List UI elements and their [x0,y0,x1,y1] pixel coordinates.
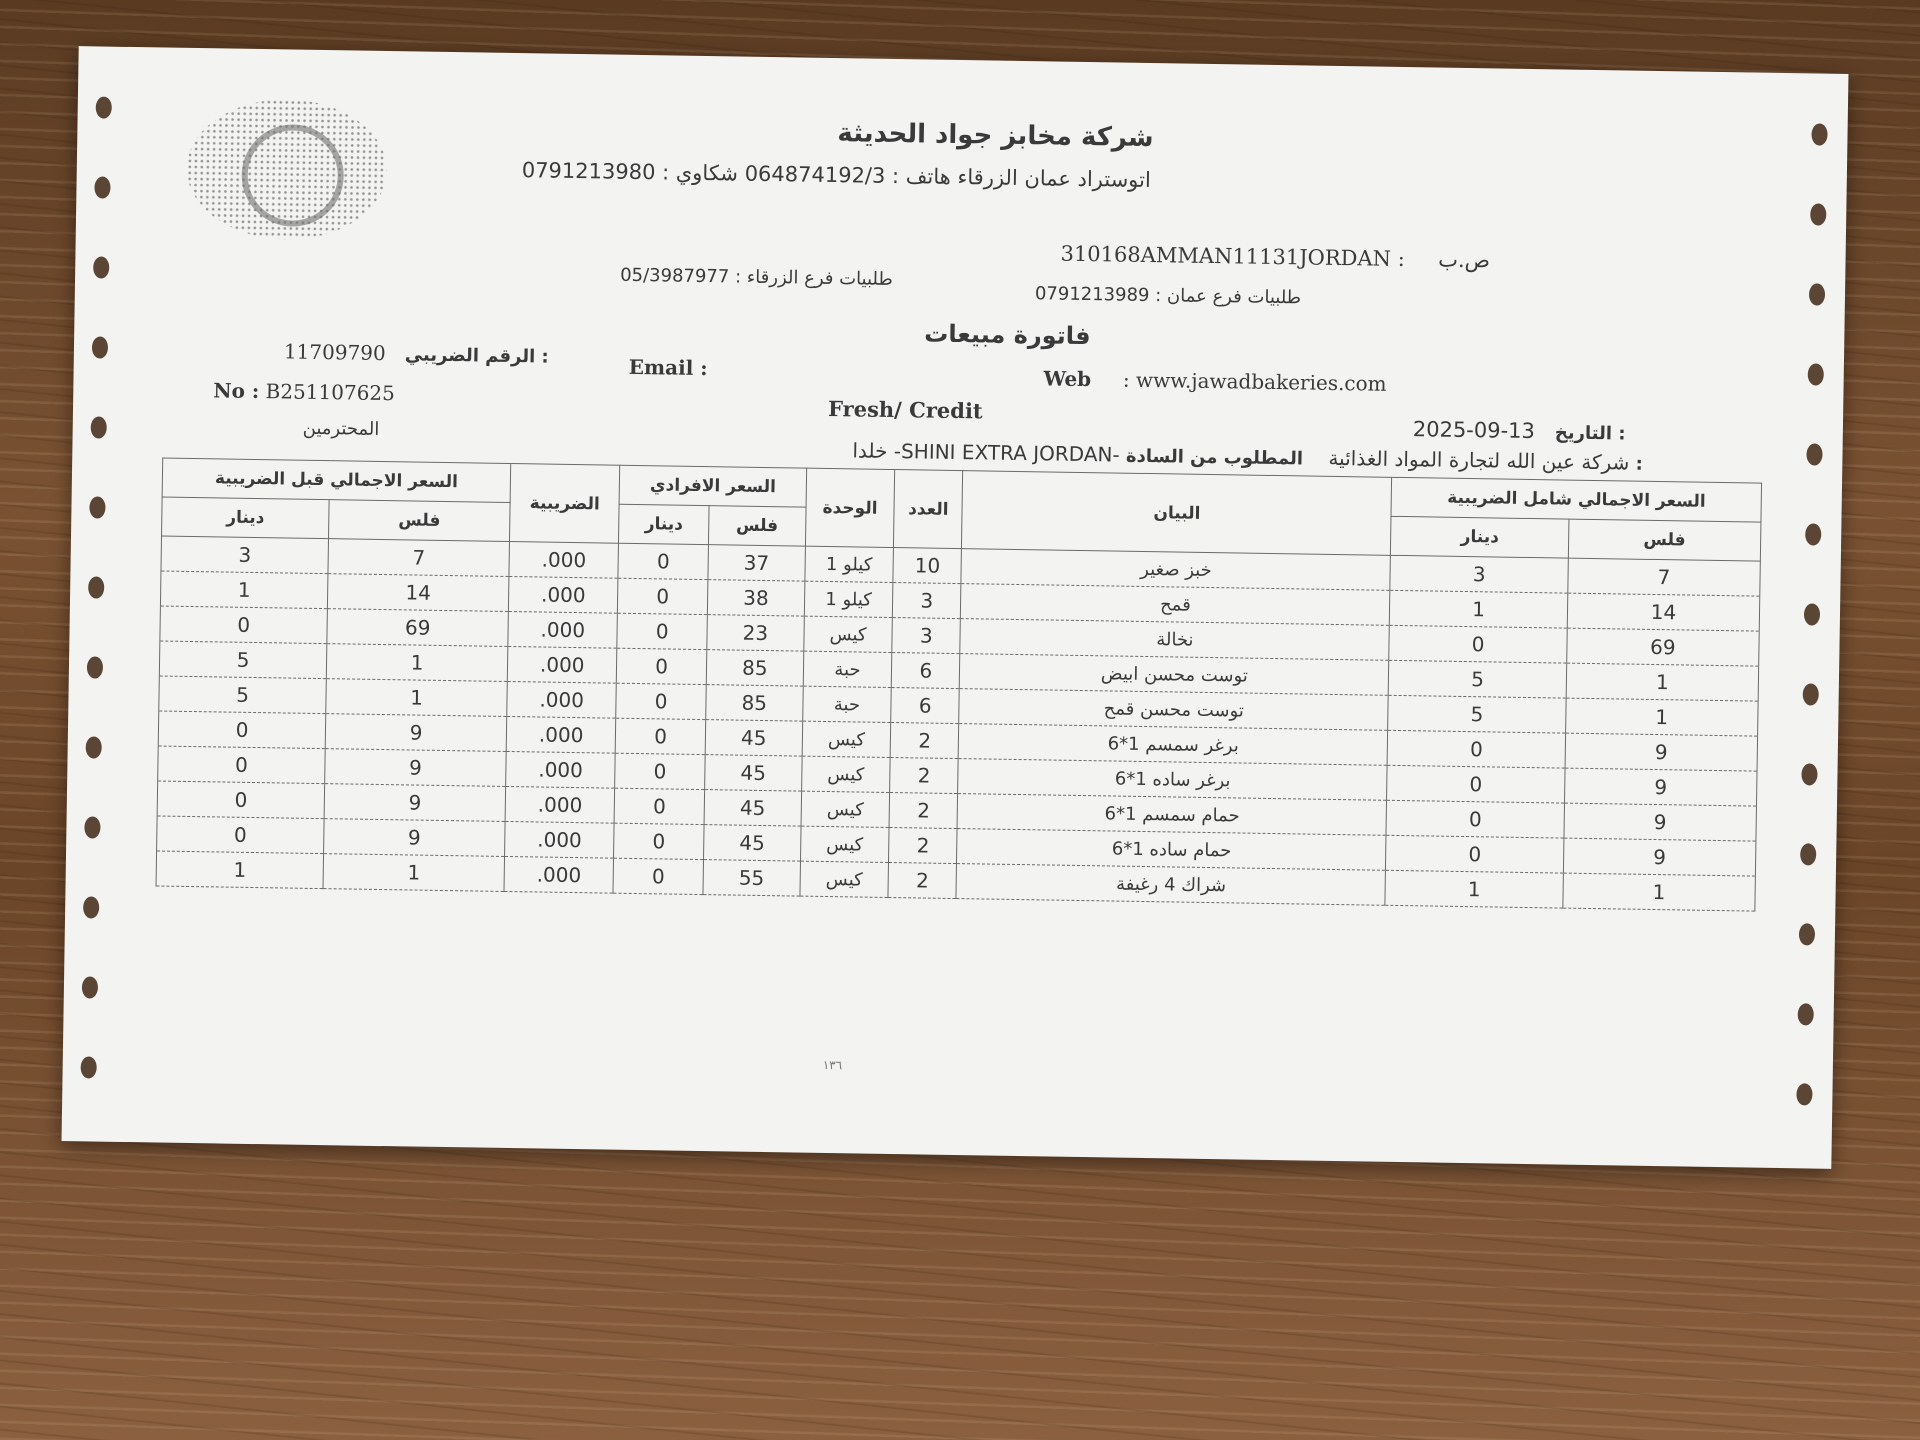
cell-tb-fils: 7 [328,539,509,577]
feed-hole [96,96,112,118]
feed-hole [93,256,109,278]
invoice-table [156,458,1763,912]
cell-tt-dinar: 5 [1388,695,1566,733]
feed-hole [1796,1083,1812,1105]
feed-hole [88,576,104,598]
cell-tb-dinar: 5 [159,641,327,679]
cell-tt-fils: 9 [1565,733,1758,771]
cell-up-dinar: 0 [618,543,708,579]
col-total-before-tax: السعر الاجمالي قبل الضريبية [162,458,511,502]
feed-hole [86,736,102,758]
cell-tt-fils: 1 [1563,873,1756,911]
cell-tax: .000 [507,646,617,683]
cell-tb-fils: 9 [324,819,505,857]
cell-tb-fils: 1 [323,854,504,892]
cell-tb-dinar: 0 [160,606,328,644]
cell-tb-fils: 14 [328,574,509,612]
cell-tt-dinar: 1 [1390,590,1568,628]
cell-tb-fils: 1 [326,644,507,682]
cell-up-fils: 85 [706,650,803,687]
cell-desc: برغر سمسم 1*6 [959,724,1388,766]
col-total-with-tax: السعر الاجمالي شامل الضريبية [1391,477,1761,522]
cell-qty: 2 [890,723,959,759]
cell-tax: .000 [504,856,614,893]
cell-tb-dinar: 1 [156,851,324,889]
cell-qty: 2 [888,862,957,898]
cell-tb-dinar: 5 [159,676,327,714]
invoice-number-label: No : [213,378,260,404]
cell-desc: حمام ساده 1*6 [957,829,1386,871]
cell-up-fils: 45 [703,825,800,862]
cell-tb-dinar: 0 [158,746,326,784]
cell-qty: 2 [890,758,959,794]
cell-up-dinar: 0 [617,613,707,649]
cell-tt-dinar: 3 [1390,555,1568,593]
sub-fils: فلس [1568,519,1761,561]
feed-hole [83,896,99,918]
cell-tt-dinar: 0 [1386,835,1564,873]
feed-hole [1804,603,1820,625]
feed-hole [84,816,100,838]
tax-number [284,339,549,367]
cell-tt-dinar: 1 [1385,870,1563,908]
feed-hole [1805,523,1821,545]
cell-tt-fils: 9 [1564,768,1757,806]
cell-up-fils: 37 [708,545,805,582]
cell-tb-fils: 9 [325,749,506,787]
invoice-date [1413,417,1626,444]
sub-fils: فلس [329,500,511,542]
cell-qty: 3 [893,583,962,619]
cell-tt-fils: 1 [1565,698,1758,736]
sub-dinar: دينار [1391,516,1569,558]
cell-tb-fils: 9 [325,714,506,752]
web-label: Web [1043,366,1092,392]
feed-hole [1801,763,1817,785]
col-tax: الضريبية [510,464,621,544]
customer-value: خلدا -SHINI EXTRA JORDAN- شركة عين الله لتجارة المواد الغذائية [852,438,1630,475]
cell-tb-dinar: 3 [161,536,329,574]
feed-hole [1798,1003,1814,1025]
cell-tt-dinar: 5 [1389,660,1567,698]
cell-tax: .000 [505,786,615,823]
cell-tt-dinar: 0 [1389,625,1567,663]
amman-branch-orders: طلبيات فرع عمان : 0791213989 [1034,283,1302,309]
cell-tt-dinar: 0 [1386,800,1564,838]
sub-dinar: دينار [162,497,330,539]
cell-desc: نخالة [960,619,1389,661]
feed-hole [87,656,103,678]
feed-hole [1800,843,1816,865]
cell-tb-fils: 1 [326,679,507,717]
feed-hole [1811,123,1827,145]
tax-number-label: الرقم الضريبي : [404,344,549,368]
cell-unit: حبة [803,651,892,687]
cell-up-fils: 45 [704,755,801,792]
feed-hole [1806,443,1822,465]
cell-up-fils: 23 [707,615,804,652]
web-value: : www.jawadbakeries.com [1122,367,1387,396]
cell-tt-fils: 9 [1563,838,1756,876]
tractor-holes-left [74,66,121,1121]
feed-hole [1810,203,1826,225]
cell-tax: .000 [505,821,615,858]
tractor-holes-right [1790,93,1837,1148]
cell-tax: .000 [508,576,618,613]
zarqa-branch-orders: طلبيات فرع الزرقاء : 05/3987977 [620,264,893,290]
cell-qty: 3 [892,618,961,654]
company-name: شركة مخابز جواد الحديثة [837,118,1154,154]
customer-label: المطلوب من السادة : [1125,445,1643,475]
cell-qty: 10 [893,548,962,584]
pobox [1060,242,1490,273]
cell-unit: كيس [801,791,890,827]
cell-up-dinar: 0 [615,753,705,789]
cell-tax: .000 [509,541,619,578]
cell-tax: .000 [508,611,618,648]
tax-number-value: 11709790 [283,339,386,366]
cell-tb-fils: 69 [327,609,508,647]
cell-up-dinar: 0 [613,858,703,894]
col-qty: العدد [894,470,963,549]
feed-hole [1809,283,1825,305]
payment-type: Fresh/ Credit [827,395,983,424]
invoice-date-value: 2025-09-13 [1412,417,1536,444]
cell-up-fils: 45 [704,790,801,827]
cell-tb-dinar: 1 [160,571,328,609]
cell-desc: شراك 4 رغيفة [956,864,1385,906]
pobox-value: 310168AMMAN11131JORDAN : [1060,241,1405,272]
respected-label: المحترمين [302,417,380,440]
cell-up-fils: 45 [705,720,802,757]
cell-desc: قمح [961,584,1390,626]
col-description: البيان [962,471,1392,556]
cell-qty: 6 [891,653,960,689]
cell-unit: كيس [801,756,890,792]
feed-hole [92,336,108,358]
cell-qty: 6 [891,688,960,724]
invoice-title: فاتورة مبيعات [924,319,1091,351]
cell-tb-dinar: 0 [158,711,326,749]
email-label: Email : [628,354,708,381]
cell-tax: .000 [507,681,617,718]
feed-hole [1803,683,1819,705]
sub-fils: فلس [708,506,806,547]
cell-up-dinar: 0 [616,718,706,754]
cell-tb-fils: 9 [324,784,505,822]
cell-tt-fils: 1 [1566,663,1759,701]
cell-unit: حبة [802,686,891,722]
page-mark: ١٣٦ [822,1057,843,1073]
cell-desc: حمام سمسم 1*6 [957,794,1386,836]
cell-qty: 2 [889,792,958,828]
feed-hole [94,176,110,198]
invoice-date-label: التاريخ : [1554,422,1626,445]
cell-unit: كيس [802,721,891,757]
cell-up-dinar: 0 [614,788,704,824]
cell-unit: كيس [804,616,893,652]
website [1043,366,1386,395]
cell-up-dinar: 0 [616,683,706,719]
cell-unit: كيس [800,861,889,897]
feed-hole [82,976,98,998]
cell-desc: خبز صغير [961,549,1390,591]
cell-unit: كيلو 1 [804,581,893,617]
cell-tt-dinar: 0 [1387,730,1565,768]
cell-desc: توست محسن قمح [959,689,1388,731]
cell-up-fils: 38 [707,580,804,617]
cell-tb-dinar: 0 [157,816,325,854]
cell-unit: كيلو 1 [805,546,894,582]
cell-tt-fils: 9 [1564,803,1757,841]
cell-tt-fils: 69 [1567,628,1760,666]
cell-tb-dinar: 0 [157,781,325,819]
feed-hole [91,416,107,438]
pobox-label: ص.ب [1437,247,1491,273]
feed-hole [80,1056,96,1078]
cell-up-fils: 55 [703,860,800,897]
cell-tt-fils: 14 [1567,593,1760,631]
cell-tax: .000 [506,716,616,753]
cell-tax: .000 [506,751,616,788]
cell-up-dinar: 0 [618,578,708,614]
cell-unit: كيس [800,826,889,862]
feed-hole [1799,923,1815,945]
cell-up-fils: 85 [706,685,803,722]
col-unit-price: السعر الافرادي [619,465,806,507]
company-logo [186,98,388,241]
cell-up-dinar: 0 [617,648,707,684]
col-unit: الوحدة [805,468,895,547]
cell-tt-fils: 7 [1568,558,1761,596]
company-address: اتوستراد عمان الزرقاء هاتف : 064874192/3 شكاوي : 0791213980 [521,158,1152,193]
sub-dinar: دينار [619,504,709,544]
feed-hole [89,496,105,518]
invoice-number-value: B251107625 [265,379,396,406]
invoice-number [213,378,395,405]
invoice-paper [62,46,1849,1169]
cell-tt-dinar: 0 [1387,765,1565,803]
feed-hole [1808,363,1824,385]
cell-desc: توست محسن ابيض [960,654,1389,696]
cell-up-dinar: 0 [614,823,704,859]
cell-qty: 2 [889,827,958,863]
cell-desc: برغر ساده 1*6 [958,759,1387,801]
